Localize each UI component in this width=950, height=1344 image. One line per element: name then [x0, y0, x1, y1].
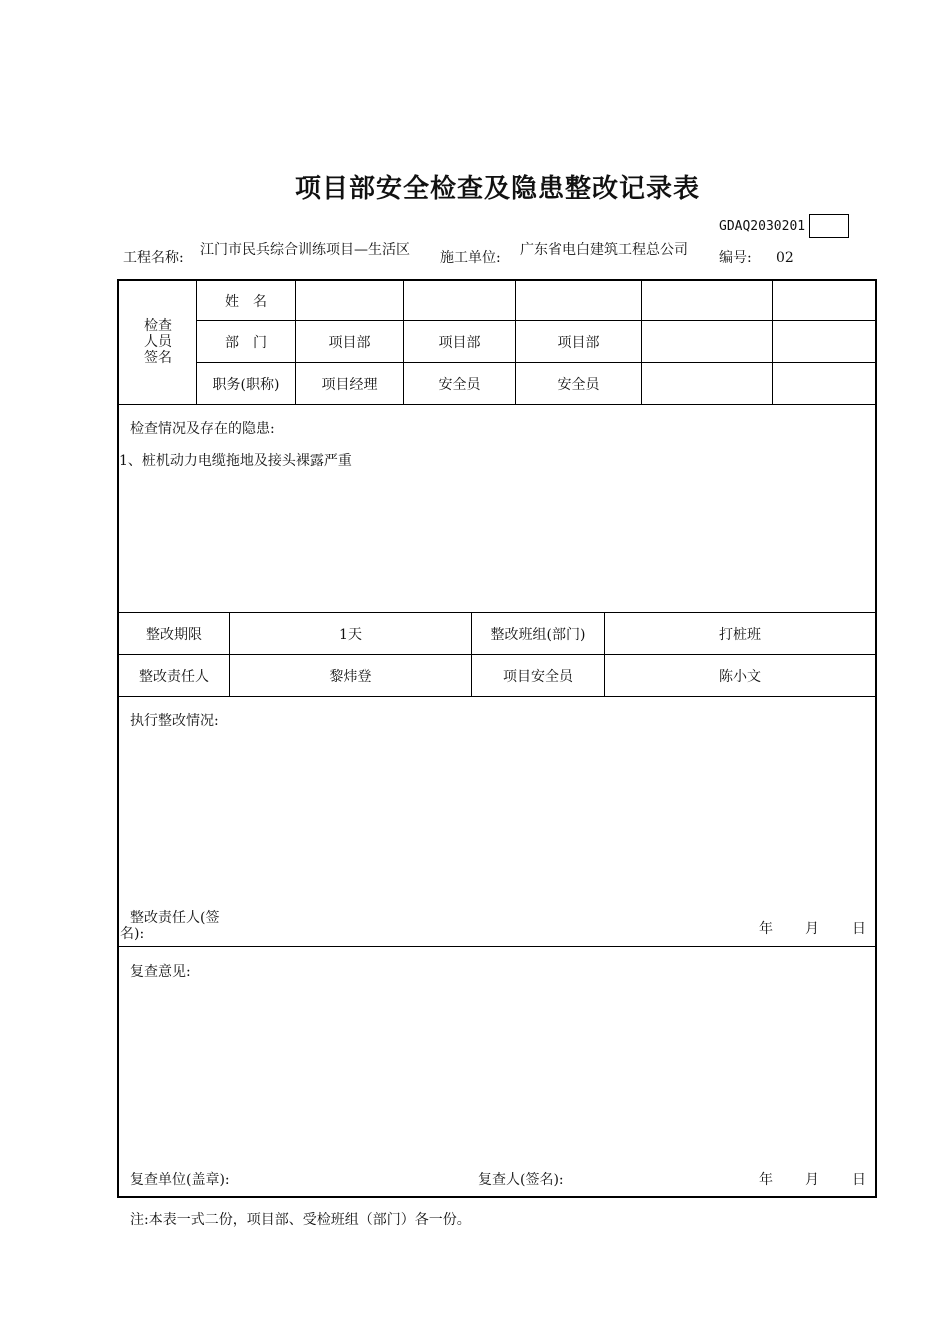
department-cell-2[interactable]: 项目部: [438, 334, 481, 351]
position-cell-1[interactable]: 项目经理: [321, 376, 378, 393]
table-border-bottom: [117, 1196, 877, 1198]
name-cell-5[interactable]: [773, 281, 875, 320]
position-cell-4[interactable]: [642, 363, 772, 404]
execution-signer-label: 整改责任人(签名):: [120, 910, 220, 942]
project-label: 工程名称:: [123, 250, 184, 266]
execution-month: 月: [805, 921, 819, 937]
inspectors-group-label: 检查人员签名: [144, 318, 172, 366]
name-cell-4[interactable]: [642, 281, 772, 320]
name-cell-3[interactable]: [516, 281, 641, 320]
execution-day: 日: [852, 921, 866, 937]
form-title: 项目部安全检查及隐患整改记录表: [294, 174, 700, 204]
review-month: 月: [805, 1172, 819, 1188]
department-cell-4[interactable]: [642, 321, 772, 362]
position-cell-3[interactable]: 安全员: [557, 376, 600, 393]
name-cell-1[interactable]: [296, 281, 403, 320]
row-divider: [117, 696, 877, 697]
deadline-label: 整改期限: [146, 626, 202, 643]
position-cell-2[interactable]: 安全员: [438, 376, 481, 393]
review-year: 年: [759, 1172, 773, 1188]
contractor-value: 广东省电白建筑工程总公司: [520, 242, 688, 258]
team-label: 整改班组(部门): [490, 626, 586, 643]
department-cell-1[interactable]: 项目部: [328, 334, 371, 351]
department-row-label: 部 门: [225, 334, 267, 351]
review-label: 复查意见:: [130, 964, 191, 980]
form-code: GDAQ2030201: [719, 219, 806, 234]
project-value: 江门市民兵综合训练项目—生活区: [200, 242, 410, 258]
department-cell-5[interactable]: [773, 321, 875, 362]
table-border-right: [875, 279, 877, 1198]
contractor-label: 施工单位:: [440, 250, 501, 266]
responsible-value[interactable]: 黎炜登: [329, 668, 372, 685]
number-label: 编号:: [719, 250, 752, 266]
responsible-label: 整改责任人: [139, 668, 209, 685]
deadline-value[interactable]: 1天: [339, 626, 362, 643]
position-cell-5[interactable]: [773, 363, 875, 404]
execution-label: 执行整改情况:: [130, 713, 219, 729]
reviewer-label: 复查人(签名):: [478, 1172, 564, 1188]
footer-note: 注:本表一式二份，项目部、受检班组（部门）各一份。: [130, 1212, 471, 1228]
row-divider: [117, 946, 877, 947]
safety-officer-label: 项目安全员: [503, 668, 573, 685]
hazard-item[interactable]: 1、桩机动力电缆拖地及接头裸露严重: [119, 453, 352, 469]
table-border-left: [117, 279, 119, 1198]
team-value[interactable]: 打桩班: [719, 626, 761, 643]
row-divider: [117, 404, 877, 405]
name-row-label: 姓 名: [225, 293, 267, 310]
hazards-label: 检查情况及存在的隐患:: [130, 421, 275, 437]
safety-officer-value[interactable]: 陈小文: [719, 668, 761, 685]
department-cell-3[interactable]: 项目部: [557, 334, 600, 351]
number-value: 02: [776, 250, 794, 266]
position-row-label: 职务(职称): [212, 376, 280, 393]
execution-year: 年: [759, 921, 773, 937]
form-code-box[interactable]: [809, 214, 849, 238]
review-day: 日: [852, 1172, 866, 1188]
name-cell-2[interactable]: [404, 281, 515, 320]
review-unit-label: 复查单位(盖章):: [130, 1172, 230, 1188]
